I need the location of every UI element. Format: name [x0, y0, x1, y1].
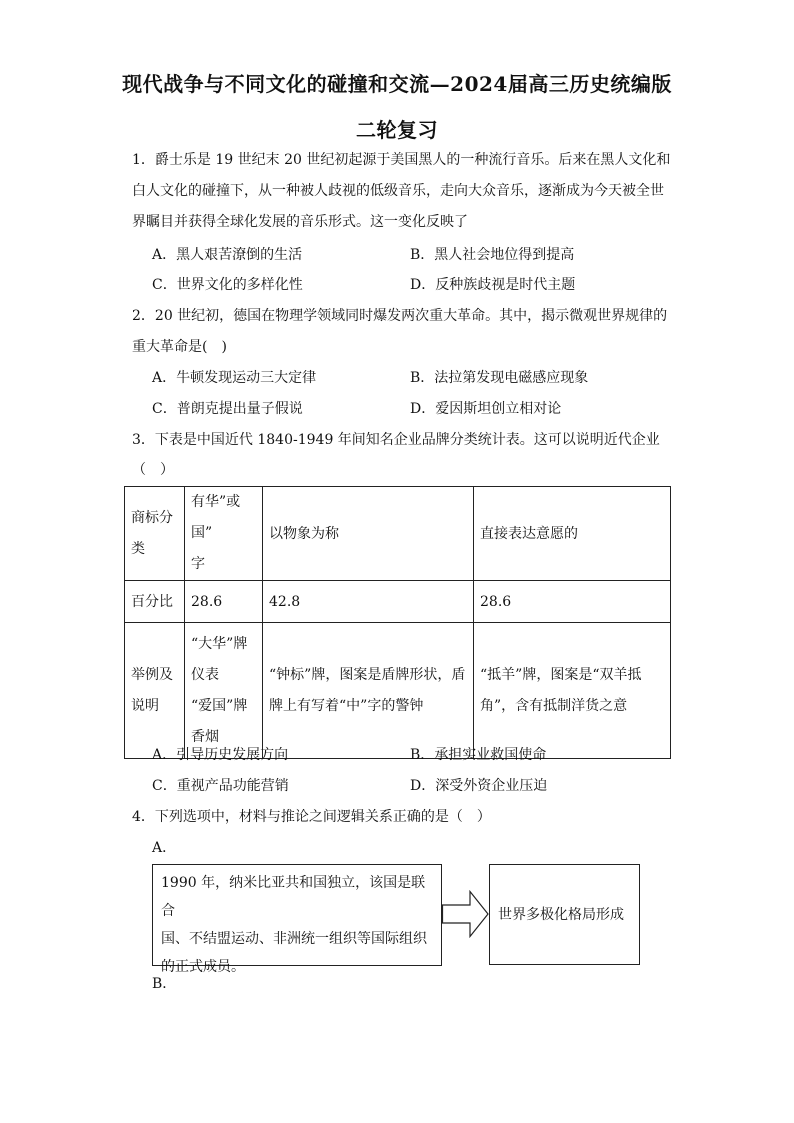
cell-text: “大华”牌: [191, 635, 248, 652]
material-text-line: 国、不结盟运动、非洲统一组织等国际组织: [161, 931, 427, 947]
q2-stem-line1: 2．20 世纪初，德国在物理学领域同时爆发两次重大革命。其中，揭示微观世界规律的: [132, 308, 668, 324]
cell-text: 字: [191, 556, 205, 572]
table-cell: 28.6: [474, 581, 671, 623]
table-cell: 百分比: [125, 581, 185, 623]
q3-stem-line2: （ ）: [132, 462, 174, 478]
q1-stem-line3: 界瞩目并获得全球化发展的音乐形式。这一变化反映了: [132, 214, 468, 230]
q4-stem: 4．下列选项中，材料与推论之间逻辑关系正确的是（ ）: [132, 809, 491, 825]
material-text-line: 1990 年，纳米比亚共和国独立，该国是联合: [161, 875, 426, 919]
cell-text: 类: [131, 540, 145, 557]
q2-option-a[interactable]: A．牛顿发现运动三大定律: [152, 370, 317, 386]
q4-option-b-label[interactable]: B．: [152, 976, 177, 992]
q3-option-c[interactable]: C．重视产品功能营销: [152, 778, 289, 794]
doc-title-line1: 现代战争与不同文化的碰撞和交流—2024届高三历史统编版: [122, 72, 672, 96]
table-row: [125, 487, 671, 581]
cell-text: 商标分: [131, 509, 173, 526]
material-box: [152, 864, 442, 975]
q3-option-d[interactable]: D．深受外资企业压迫: [410, 778, 548, 794]
q2-option-b[interactable]: B．法拉第发现电磁感应现象: [410, 370, 589, 386]
q3-stem-line1: 3．下表是中国近代 1840-1949 年间知名企业品牌分类统计表。这可以说明近代企业: [132, 432, 660, 448]
table-cell: 以物象为称: [263, 487, 474, 581]
table-cell: 直接表达意愿的: [474, 487, 671, 581]
q1-option-c[interactable]: C．世界文化的多样化性: [152, 277, 303, 293]
cell-text: 说明: [131, 697, 159, 714]
table-cell: [474, 623, 671, 759]
brand-statistics-table: [124, 486, 671, 759]
q1-stem-line2: 白人文化的碰撞下，从一种被人歧视的低级音乐，走向大众音乐，逐渐成为今天被全世: [132, 183, 664, 199]
cell-text: 仪表: [191, 666, 219, 683]
table-cell: 42.8: [263, 581, 474, 623]
cell-text: 有华”或国”: [191, 494, 241, 541]
q4-option-a-label[interactable]: A．: [152, 840, 177, 856]
cell-text: “钟标”牌，图案是盾牌形状，盾: [269, 666, 466, 683]
table-cell: 28.6: [185, 581, 263, 623]
table-cell: [185, 623, 263, 759]
cell-text: 角”，含有抵制洋货之意: [480, 697, 628, 714]
material-text-line: 的正式成员。: [161, 959, 245, 975]
inference-box: [489, 864, 640, 965]
q1-stem-line1: 1．爵士乐是 19 世纪末 20 世纪初起源于美国黑人的一种流行音乐。后来在黑人文化和: [132, 152, 671, 168]
q2-stem-line2: 重大革命是( ): [132, 339, 227, 355]
inference-text: 世界多极化格局形成: [498, 906, 624, 923]
q1-option-a[interactable]: A．黑人艰苦潦倒的生活: [152, 247, 303, 263]
table-row: [125, 581, 671, 623]
table-cell: [263, 623, 474, 759]
table-cell: [185, 487, 263, 581]
table-cell: [125, 623, 185, 759]
doc-title-line2: 二轮复习: [356, 118, 438, 142]
table-row: [125, 623, 671, 759]
q1-option-b[interactable]: B．黑人社会地位得到提高: [410, 247, 575, 263]
q2-option-c[interactable]: C．普朗克提出量子假说: [152, 401, 303, 417]
q3-option-b[interactable]: B．承担实业救国使命: [410, 747, 547, 763]
cell-text: 香烟: [191, 728, 219, 745]
right-arrow-icon: [442, 890, 489, 938]
cell-text: 举例及: [131, 666, 173, 683]
cell-text: 牌上有写着“中”字的警钟: [269, 697, 424, 714]
cell-text: “抵羊”牌，图案是“双羊抵: [480, 666, 642, 683]
cell-text: “爱国”牌: [191, 697, 248, 714]
q2-option-d[interactable]: D．爱因斯坦创立相对论: [410, 401, 562, 417]
q3-option-a[interactable]: A．引导历史发展方向: [152, 747, 289, 763]
table-cell: [125, 487, 185, 581]
q1-option-d[interactable]: D．反种族歧视是时代主题: [410, 277, 576, 293]
